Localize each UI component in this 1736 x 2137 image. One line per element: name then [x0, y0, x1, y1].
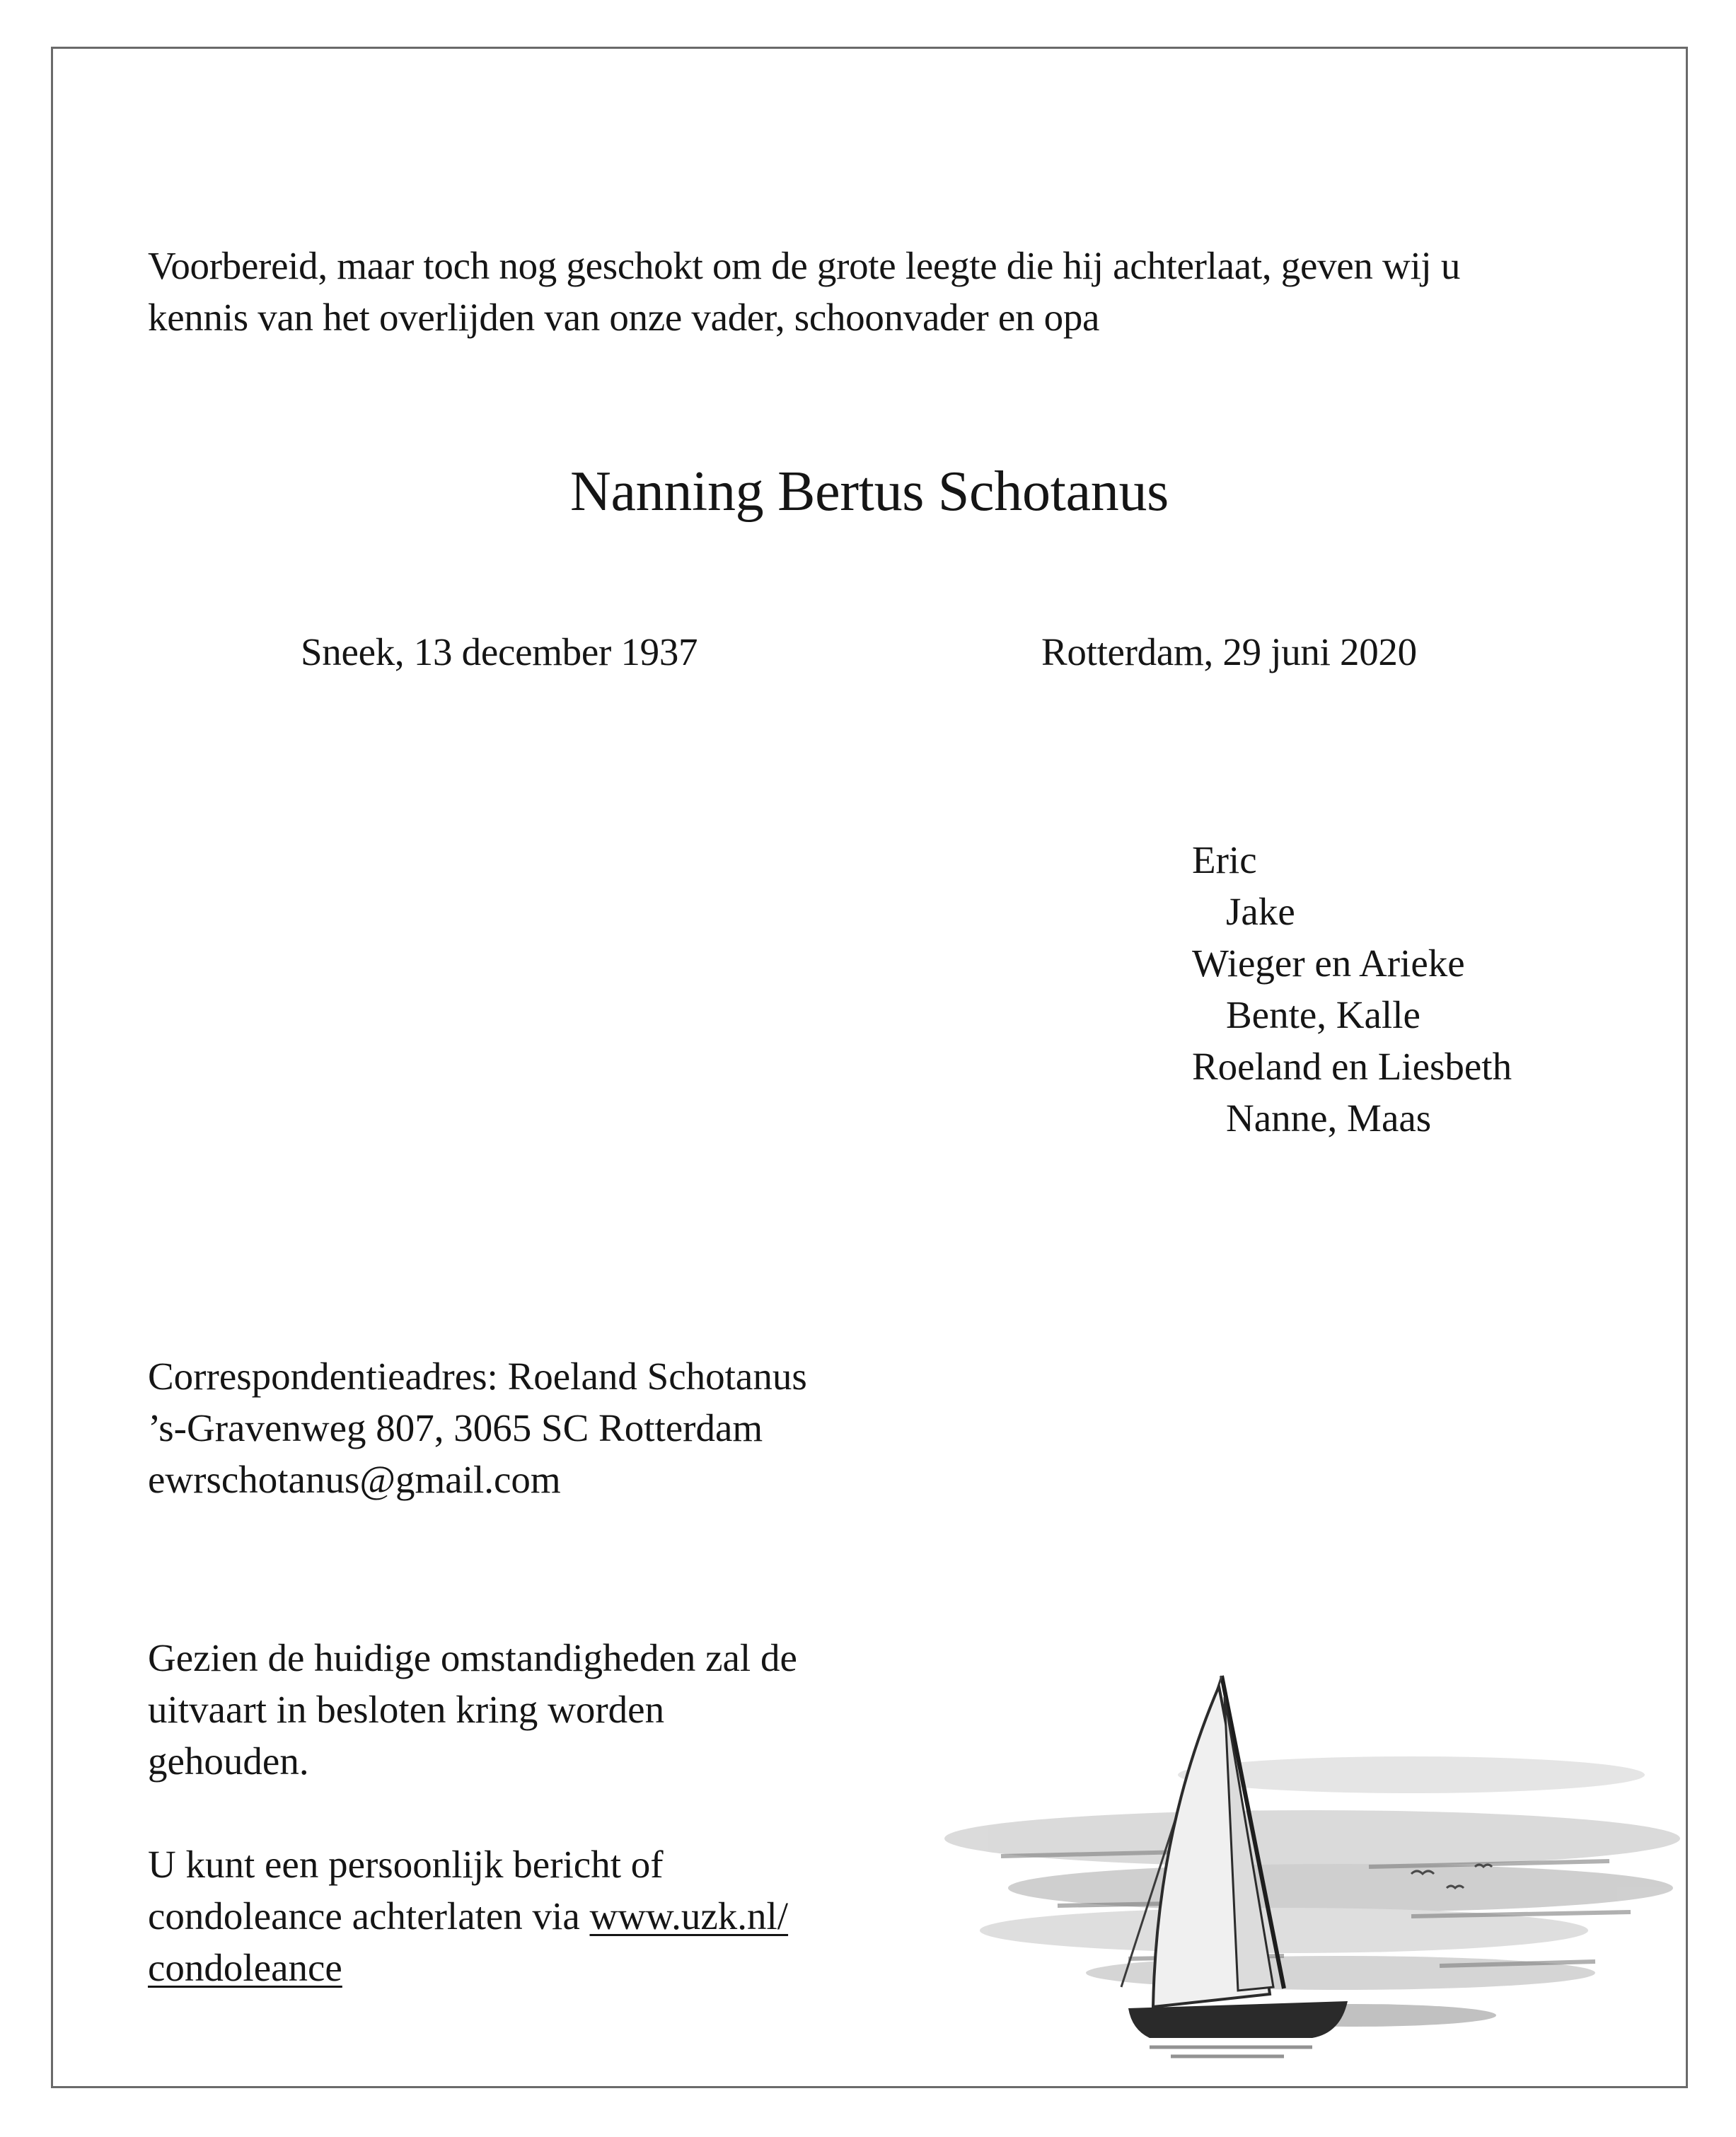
funeral-line-2: uitvaart in besloten kring worden — [148, 1688, 665, 1731]
condolence-line-2-prefix: condoleance achterlaten via — [148, 1894, 590, 1938]
funeral-notice-text — [148, 1632, 797, 1787]
death-place-date: Rotterdam, 29 juni 2020 — [1041, 630, 1417, 673]
deceased-name: Nanning Bertus Schotanus — [569, 461, 1169, 523]
sailboat-illustration — [916, 1534, 1680, 2065]
correspondence-email: ewrschotanus@gmail.com — [148, 1458, 561, 1501]
intro-line-2: kennis van het overlijden van onze vader, schoonvader en opa — [148, 296, 1100, 339]
family-list — [1192, 834, 1512, 1144]
correspondence-street: ’s-Gravenweg 807, 3065 SC Rotterdam — [148, 1406, 763, 1449]
funeral-line-3: gehouden. — [148, 1739, 309, 1783]
intro-text — [148, 240, 1460, 343]
intro-line-1: Voorbereid, maar toch nog geschokt om de grote leegte die hij achterlaat, geven wij u — [148, 244, 1461, 287]
family-member: Wieger en Arieke — [1192, 942, 1465, 985]
condolence-line-1: U kunt een persoonlijk bericht of — [148, 1843, 664, 1886]
condolence-link-part-2[interactable]: condoleance — [148, 1946, 342, 1989]
family-member: Roeland en Liesbeth — [1192, 1045, 1512, 1088]
funeral-notice-card — [51, 47, 1688, 2088]
family-member: Eric — [1192, 838, 1257, 881]
correspondence-address — [148, 1350, 807, 1505]
condolence-line-3 — [148, 1942, 788, 1993]
family-member-child: Bente, Kalle — [1226, 993, 1420, 1036]
reflection — [1150, 2047, 1312, 2056]
family-member-child: Nanne, Maas — [1226, 1096, 1432, 1140]
funeral-line-1: Gezien de huidige omstandigheden zal de — [148, 1636, 797, 1679]
condolence-text — [148, 1838, 788, 1993]
family-member-child: Jake — [1226, 890, 1295, 933]
condolence-link-part-1[interactable]: www.uzk.nl/ — [589, 1894, 789, 1938]
water-wash — [944, 1756, 1680, 2027]
condolence-line-2 — [148, 1890, 788, 1942]
birth-place-date: Sneek, 13 december 1937 — [301, 630, 698, 673]
correspondence-label: Correspondentieadres: Roeland Schotanus — [148, 1355, 807, 1398]
